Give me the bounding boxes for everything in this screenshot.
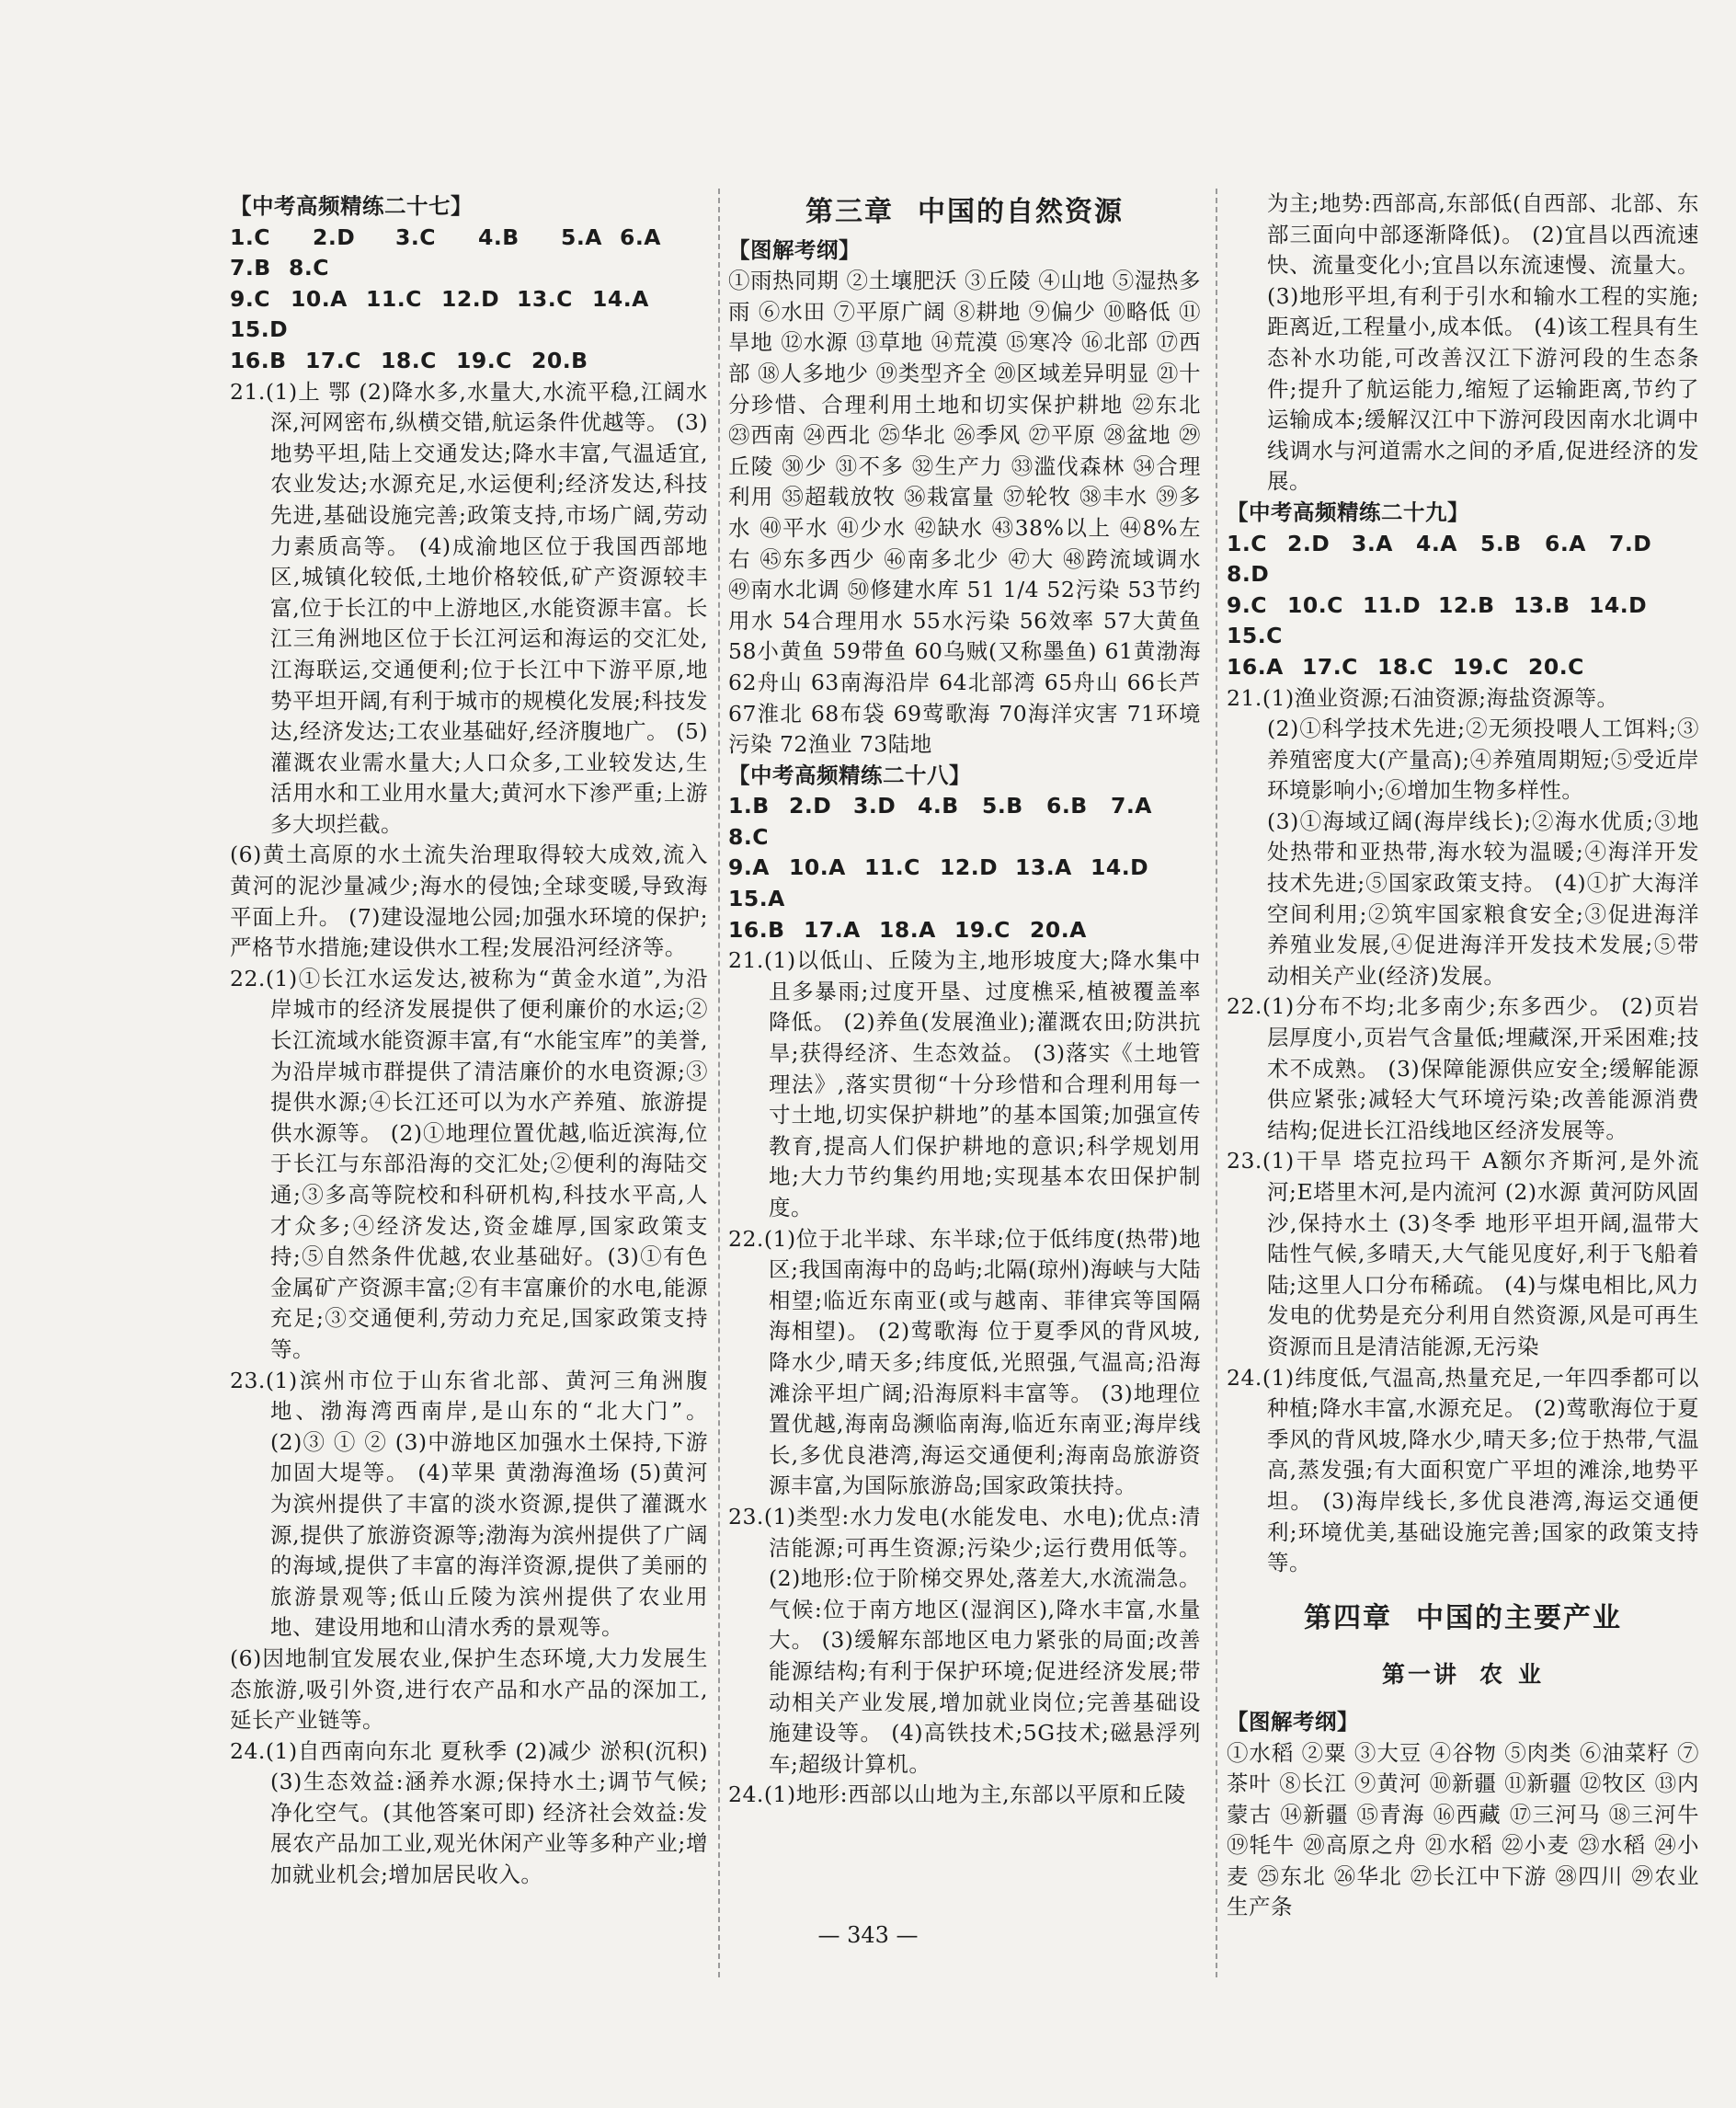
column-divider-2 <box>1216 189 1217 1977</box>
choice-row <box>230 346 708 377</box>
choice-answer: 3.A <box>1352 530 1393 556</box>
answer-22: 22.(1)分布不均;北多南少;东多西少。 (2)页岩层厚度小,页岩气含量低;埋藏深,开采困难;技术不成熟。 (3)保障能源供应安全;缓解能源供应紧张;减轻大气环境污染;改善能源消费结构;促进长江沿线地区经济发展等。 <box>1227 993 1699 1143</box>
choice-answer: 14.D <box>1091 854 1149 881</box>
choice-answer: 9.C <box>1227 591 1268 618</box>
chapter-number: 第四章 <box>1304 1601 1392 1634</box>
choice-answer: 18.C <box>381 347 437 373</box>
lecture-number: 第一讲 <box>1381 1661 1459 1689</box>
choice-answer: 15.A <box>728 886 785 912</box>
choice-answers-27 <box>230 223 708 377</box>
choice-answers-28 <box>728 791 1201 945</box>
lecture-1-title <box>1227 1659 1699 1690</box>
tujie-answers: ①雨热同期 ②土壤肥沃 ③丘陵 ④山地 ⑤湿热多雨 ⑥水田 ⑦平原广阔 ⑧耕地 ⑨偏少 ⑩略低 ⑪旱地 ⑫水源 ⑬草地 ⑭荒漠 ⑮寒冷 ⑯北部 ⑰西部 ⑱人多地少 ⑲类型齐全 ⑳区域差异明显 ㉑十分珍惜、合理利用土地和切实保护耕地 ㉒东北 ㉓西南 ㉔西北 ㉕华北 ㉖季风 ㉗平原 ㉘盆地 ㉙丘陵 ㉚少 ㉛不多 ㉜生产力 ㉝滥伐森林 ㉞合理利用 ㉟超载放牧 ㊱栽富量 ㊲轮牧 ㊳丰水 ㊴多水 ㊵平水 ㊶少水 ㊷缺水 ㊸38%以上 ㊹8%左右 ㊺东多西少 ㊻南多北少 ㊼大 ㊽跨流域调水 ㊾南水北调 ㊿修建水库 51 1/4 52污染 53节约用水 54合理用水 55水污染 56效率 57大黄鱼 58小黄鱼 59带鱼 60乌贼(又称墨鱼) 61黄渤海 62舟山 63南海沿岸 64北部湾 65舟山 66长芦 67淮北 68布袋 69莺歌海 70海洋灾害 71环境污染 72渔业 73陆地 <box>728 268 1201 758</box>
answer-21: 21.(1)上 鄂 (2)降水多,水量大,水流平稳,江阔水深,河网密布,纵横交错,航运条件优越等。 (3)地势平坦,陆上交通发达;降水丰富,气温适宜,农业发达;水源充足,水运便利;经济发达,科技先进,基础设施完善;政策支持,市场广阔,劳动力素质高等。 (4)成渝地区位于我国西部地区,城镇化较低,土地价格较低,矿产资源较丰富,位于长江的中上游地区,水能资源丰富。长江三角洲地区位于长江河运和海运的交汇处,江海联运,交通便利;位于长江中下游平原,地势平坦开阔,有利于城市的规模化发展;科技发达,经济发达;工农业基础好,经济腹地广。 (5)灌溉农业需水量大;人口众多,工业较发达,生活用水和工业用水量大;黄河水下渗严重;上游多大坝拦截。 <box>230 378 708 837</box>
choice-answer: 7.B <box>230 255 271 281</box>
tujie-heading: 【图解考纲】 <box>728 236 861 263</box>
choice-answer: 1.B <box>728 793 770 819</box>
choice-answer: 8.D <box>1227 561 1270 588</box>
choice-row <box>1227 652 1699 683</box>
page-number: — 343 — <box>817 1922 919 1948</box>
choice-row <box>728 915 1201 946</box>
choice-answer: 1.C <box>1227 530 1268 556</box>
choice-answer: 11.C <box>366 285 422 312</box>
choice-answer: 5.A <box>561 223 602 250</box>
choice-answer: 8.C <box>728 823 770 850</box>
choice-answer: 17.C <box>305 347 361 373</box>
choice-answer: 5.B <box>982 793 1023 819</box>
answer-24: 24.(1)自西南向东北 夏秋季 (2)减少 淤积(沉积) (3)生态效益:涵养水源;保持水土;调节气候;净化空气。(其他答案可即) 经济社会效益:发展农产品加工业,观光休闲产业等多种产业;增加就业机会;增加居民收入。 <box>230 1737 708 1888</box>
tujie-heading: 【图解考纲】 <box>1227 1708 1359 1735</box>
choice-answers-29 <box>1227 529 1699 683</box>
tujie-answers: ①水稻 ②粟 ③大豆 ④谷物 ⑤肉类 ⑥油菜籽 ⑦茶叶 ⑧长江 ⑨黄河 ⑩新疆 ⑪新疆 ⑫牧区 ⑬内蒙古 ⑭新疆 ⑮青海 ⑯西藏 ⑰三河马 ⑱三河牛 ⑲牦牛 ⑳高原之舟 ㉑水稻 ㉒小麦 ㉓水稻 ㉔小麦 ㉕东北 ㉖华北 ㉗长江中下游 ㉘四川 ㉙农业生产条 <box>1227 1739 1699 1920</box>
choice-answer: 10.A <box>789 854 846 881</box>
choice-answer: 9.A <box>728 854 770 881</box>
choice-answer: 17.A <box>804 916 861 943</box>
answer-21-2: (2)①科学技术先进;②无须投喂人工饵料;③养殖密度大(产量高);④养殖周期短;⑤受近岸环境影响小;⑥增加生物多样性。 <box>1267 716 1699 804</box>
choice-answer: 11.C <box>864 854 920 881</box>
choice-answer: 5.B <box>1480 530 1522 556</box>
lecture-name-2: 业 <box>1518 1661 1545 1689</box>
answer-22: 22.(1)位于北半球、东半球;位于低纬度(热带)地区;我国南海中的岛屿;北隔(琼州)海峡与大陆相望;临近东南亚(或与越南、菲律宾等国隔海相望)。 (2)莺歌海 位于夏季风的背风坡,降水少,晴天多;纬度低,光照强,气温高;沿海滩涂平坦广阔;沿海原料丰富等。 (3)地理位置优越,海南岛濒临南海,临近东南亚;海岸线长,多优良港湾,海运交通便利;海南岛旅游资源丰富,为国际旅游岛;国家政策扶持。 <box>728 1225 1201 1499</box>
column-divider-1 <box>718 189 720 1977</box>
choice-answer: 16.B <box>728 916 785 943</box>
choice-answer: 10.C <box>1287 591 1343 618</box>
choice-row <box>728 853 1201 914</box>
choice-answer: 14.A <box>592 285 649 312</box>
choice-answer: 15.C <box>1227 623 1283 649</box>
choice-answer: 6.A <box>620 223 661 250</box>
choice-answer: 16.B <box>230 347 287 373</box>
choice-row <box>728 791 1201 853</box>
choice-answer: 19.C <box>456 347 512 373</box>
choice-answer: 16.A <box>1227 653 1284 680</box>
lecture-name-1: 农 <box>1479 1661 1505 1689</box>
choice-answer: 8.C <box>289 255 330 281</box>
middle-column <box>728 191 1201 1811</box>
chapter-number: 第三章 <box>805 196 894 228</box>
answer-24: 24.(1)纬度低,气温高,热量充足,一年四季都可以种植;降水丰富,水源充足。 (2)莺歌海位于夏季风的背风坡,降水少,晴天多;位于热带,气温高,蒸发强;有大面积宽广平坦的滩涂,地势平坦。 (3)海岸线长,多优良港湾,海运交通便利;环境优美,基础设施完善;国家的政策支持等。 <box>1227 1364 1699 1576</box>
choice-answer: 2.D <box>313 223 356 250</box>
choice-answer: 2.D <box>1287 530 1331 556</box>
section-title-29: 【中考高频精练二十九】 <box>1227 498 1469 525</box>
choice-answer: 12.D <box>441 285 500 312</box>
choice-answer: 19.C <box>1453 653 1509 680</box>
choice-answer: 10.A <box>291 285 348 312</box>
choice-answer: 12.B <box>1438 591 1495 618</box>
choice-answer: 13.A <box>1015 854 1072 881</box>
chapter-3-title <box>728 197 1201 228</box>
answer-23: 23.(1)滨州市位于山东省北部、黄河三角洲腹地、渤海湾西南岸,是山东的“北大门”。 (2)③ ① ② (3)中游地区加强水土保持,下游加固大堤等。 (4)苹果 黄渤海渔场 (5)黄河为滨州提供了丰富的淡水资源,提供了灌溉水源,提供了旅游资源等;渤海为滨州提供了广阔的海域,提供了丰富的海洋资源,提供了美丽的旅游景观等;低山丘陵为滨州提供了农业用地、建设用地和山清水秀的景观等。 <box>230 1367 708 1641</box>
answer-23-6: (6)因地制宜发展农业,保护生态环境,大力发展生态旅游,吸引外资,进行农产品和水产品的深加工,延长产业链等。 <box>230 1644 708 1734</box>
answer-21-1: 21.(1)渔业资源;石油资源;海盐资源等。 <box>1227 684 1619 711</box>
choice-answer: 13.C <box>517 285 573 312</box>
choice-answer: 17.C <box>1302 653 1358 680</box>
choice-answer: 14.D <box>1589 591 1648 618</box>
choice-answer: 19.C <box>954 916 1011 943</box>
choice-answer: 13.B <box>1513 591 1570 618</box>
choice-row <box>1227 590 1699 652</box>
choice-answer: 4.B <box>478 223 520 250</box>
section-title-28: 【中考高频精练二十八】 <box>728 762 971 788</box>
choice-answer: 20.B <box>531 347 588 373</box>
answer-21-6: (6)黄土高原的水土流失治理取得较大成效,流入黄河的泥沙量减少;海水的侵蚀;全球变暖,导致海平面上升。 (7)建设湿地公园;加强水环境的保护;严格节水措施;建设供水工程;发展沿河经济等。 <box>230 842 708 961</box>
choice-answer: 3.D <box>853 793 897 819</box>
left-column <box>230 191 708 1891</box>
choice-answer: 1.C <box>230 223 271 250</box>
choice-answer: 7.D <box>1609 530 1652 556</box>
choice-answer: 20.C <box>1528 653 1584 680</box>
answer-21: 21.(1)以低山、丘陵为主,地形坡度大;降水集中且多暴雨;过度开垦、过度樵采,植被覆盖率降低。 (2)养鱼(发展渔业);灌溉农田;防洪抗旱;获得经济、生态效益。 (3)落实《土地管理法》,落实贯彻“十分珍惜和合理利用每一寸土地,切实保护耕地”的基本国策;加强宣传教育,提高人们保护耕地的意识;科学规划用地;大力节约集约用地;实现基本农田保护制度。 <box>728 947 1201 1220</box>
choice-answer: 20.A <box>1030 916 1087 943</box>
choice-answer: 4.B <box>918 793 959 819</box>
answer-22: 22.(1)①长江水运发达,被称为“黄金水道”,为沿岸城市的经济发展提供了便利廉价的水运;②长江流域水能资源丰富,有“水能宝库”的美誉,为沿岸城市群提供了清洁廉价的水电资源;③提供水源;④长江还可以为水产养殖、旅游提供水源等。 (2)①地理位置优越,临近滨海,位于长江与东部沿海的交汇处;②便利的海陆交通;③多高等院校和科研机构,科技水平高,人才众多;④经济发达,资金雄厚,国家政策支持;⑤自然条件优越,农业基础好。(3)①有色金属矿产资源丰富;②有丰富廉价的水电,能源充足;③交通便利,劳动力充足,国家政策支持等。 <box>230 965 708 1362</box>
answer-23: 23.(1)类型:水力发电(水能发电、水电);优点:清洁能源;可再生资源;污染少;运行费用低等。 (2)地形:位于阶梯交界处,落差大,水流湍急。气候:位于南方地区(湿润区),降水丰富,水量大。 (3)缓解东部地区电力紧张的局面;改善能源结构;有利于保护环境;促进经济发展;带动相关产业发展,增加就业岗位;完善基础设施建设等。 (4)高铁技术;5G技术;磁悬浮列车;超级计算机。 <box>728 1503 1201 1777</box>
choice-answer: 3.C <box>395 223 437 250</box>
chapter-name: 中国的自然资源 <box>918 196 1124 228</box>
choice-answer: 6.B <box>1046 793 1088 819</box>
choice-answer: 4.A <box>1416 530 1457 556</box>
choice-answer: 12.D <box>940 854 999 881</box>
answer-24-continued: 为主;地势:西部高,东部低(自西部、北部、东部三面向中部逐渐降低)。 (2)宜昌以西流速快、流量变化小;宜昌以东流速慢、流量大。 (3)地形平坦,有利于引水和输水工程的实施;距离近,工程量小,成本低。 (4)该工程具有生态补水功能,可改善汉江下游河段的生态条件;提升了航运能力,缩短了运输距离,节约了运输成本;缓解汉江中下游河段因南水北调中线调水与河道需水之间的矛盾,促进经济的发展。 <box>1267 190 1699 495</box>
choice-answer: 11.D <box>1363 591 1422 618</box>
right-column <box>1227 189 1699 1923</box>
answer-21-3: (3)①海域辽阔(海岸线长);②海水优质;③地处热带和亚热带,海水较为温暖;④海洋开发技术先进;⑤国家政策支持。 (4)①扩大海洋空间利用;②筑牢国家粮食安全;③促进海洋养殖业发展,④促进海洋开发技术发展;⑤带动相关产业(经济)发展。 <box>1267 808 1699 989</box>
choice-answer: 18.A <box>879 916 936 943</box>
section-title-27: 【中考高频精练二十七】 <box>230 193 473 219</box>
choice-answer: 2.D <box>789 793 832 819</box>
choice-answer: 15.D <box>230 316 289 343</box>
answer-23: 23.(1)干旱 塔克拉玛干 A额尔齐斯河,是外流河;E塔里木河,是内流河 (2)水源 黄河防风固沙,保持水土 (3)冬季 地形平坦开阔,温带大陆性气候,多晴天,大气能见度好,利于飞船着陆;这里人口分布稀疏。 (4)与煤电相比,风力发电的优势是充分利用自然资源,风是可再生资源而且是清洁能源,无污染 <box>1227 1148 1699 1359</box>
choice-answer: 18.C <box>1377 653 1433 680</box>
answer-24: 24.(1)地形:西部以山地为主,东部以平原和丘陵 <box>728 1781 1187 1808</box>
choice-row <box>1227 529 1699 590</box>
choice-answer: 6.A <box>1545 530 1586 556</box>
choice-row <box>230 223 708 284</box>
chapter-name: 中国的主要产业 <box>1416 1601 1622 1634</box>
choice-answer: 7.A <box>1111 793 1152 819</box>
choice-answer: 9.C <box>230 285 271 312</box>
choice-row <box>230 284 708 346</box>
chapter-4-title <box>1227 1603 1699 1634</box>
